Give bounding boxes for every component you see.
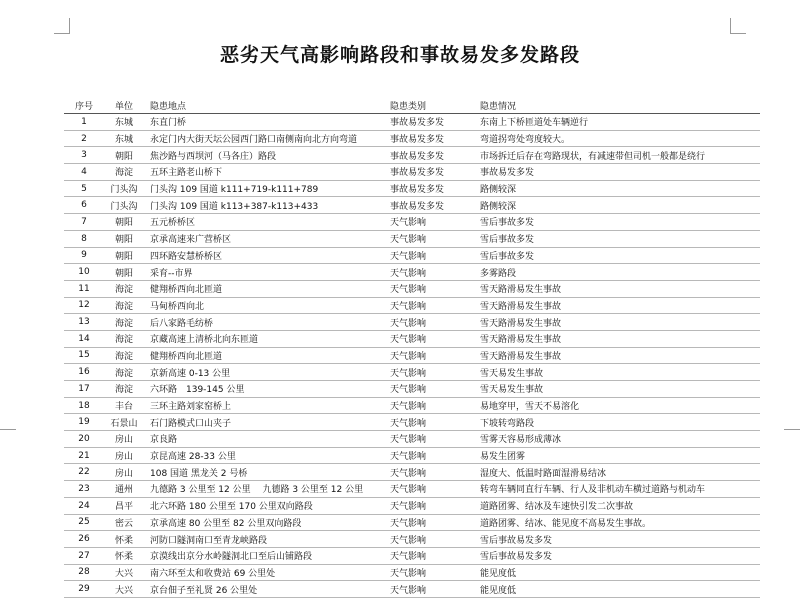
cell-unit: 房山	[104, 447, 144, 464]
cell-unit: 海淀	[104, 330, 144, 347]
cell-description: 能见度低	[480, 564, 760, 581]
cell-description: 雪天路滑易发生事故	[480, 280, 760, 297]
table-row	[64, 230, 760, 247]
cell-no: 26	[64, 531, 104, 548]
cell-unit: 朝阳	[104, 147, 144, 164]
cell-location: 北六环路 180 公里至 170 公里双向路段	[144, 497, 390, 514]
cell-description: 雪天路滑易发生事故	[480, 297, 760, 314]
header-unit: 单位	[104, 97, 144, 114]
cell-type: 天气影响	[390, 481, 480, 498]
cell-description: 雪天易发生事故	[480, 364, 760, 381]
cell-location: 后八家路毛纺桥	[144, 314, 390, 331]
cell-unit: 房山	[104, 464, 144, 481]
table-row	[64, 280, 760, 297]
cell-type: 天气影响	[390, 431, 480, 448]
cell-description: 雪雾天容易形成薄冰	[480, 431, 760, 448]
cell-no: 20	[64, 431, 104, 448]
table-row	[64, 397, 760, 414]
table-row	[64, 447, 760, 464]
table-row	[64, 264, 760, 281]
cell-unit: 东城	[104, 114, 144, 131]
cell-location: 南六环至太和收费站 69 公里处	[144, 564, 390, 581]
cell-no: 3	[64, 147, 104, 164]
cell-no: 12	[64, 297, 104, 314]
cell-no: 6	[64, 197, 104, 214]
cell-description: 雪后事故多发	[480, 247, 760, 264]
crop-mark-top-left-h	[54, 33, 70, 34]
cell-description: 雪天路滑易发生事故	[480, 347, 760, 364]
cell-location: 采育--市界	[144, 264, 390, 281]
cell-location: 四环路安慧桥桥区	[144, 247, 390, 264]
cell-unit: 怀柔	[104, 547, 144, 564]
cell-location: 京台佃子至礼贤 26 公里处	[144, 581, 390, 598]
cell-location: 焦沙路与西坝河（马各庄）路段	[144, 147, 390, 164]
cell-type: 事故易发多发	[390, 197, 480, 214]
cell-location: 东直门桥	[144, 114, 390, 131]
cell-unit: 密云	[104, 514, 144, 531]
cell-unit: 海淀	[104, 297, 144, 314]
cell-location: 京承高速来广营桥区	[144, 230, 390, 247]
cell-description: 易地穿甲，雪天不易溶化	[480, 397, 760, 414]
cell-description: 雪天路滑易发生事故	[480, 330, 760, 347]
cell-type: 事故易发多发	[390, 114, 480, 131]
table-row	[64, 164, 760, 181]
table-row	[64, 381, 760, 398]
cell-description: 路侧较深	[480, 180, 760, 197]
cell-type: 天气影响	[390, 280, 480, 297]
cell-description: 路侧较深	[480, 197, 760, 214]
cell-location: 健翔桥西向北匝道	[144, 280, 390, 297]
cell-description: 多雾路段	[480, 264, 760, 281]
table-row	[64, 197, 760, 214]
header-type: 隐患类别	[390, 97, 480, 114]
table-row	[64, 180, 760, 197]
table-row	[64, 330, 760, 347]
cell-no: 28	[64, 564, 104, 581]
cell-location: 京昆高速 28-33 公里	[144, 447, 390, 464]
header-no: 序号	[64, 97, 104, 114]
cell-description: 雪后事故多发	[480, 230, 760, 247]
cell-type: 天气影响	[390, 564, 480, 581]
cell-unit: 通州	[104, 481, 144, 498]
cell-no: 10	[64, 264, 104, 281]
cell-type: 事故易发多发	[390, 164, 480, 181]
cell-type: 天气影响	[390, 230, 480, 247]
cell-location: 石门路模式口山夹子	[144, 414, 390, 431]
cell-type: 天气影响	[390, 364, 480, 381]
cell-type: 事故易发多发	[390, 130, 480, 147]
cell-location: 京漠线出京分水岭隧洞北口至后山铺路段	[144, 547, 390, 564]
table-row	[64, 130, 760, 147]
table-row	[64, 481, 760, 498]
cell-type: 天气影响	[390, 531, 480, 548]
table-row	[64, 464, 760, 481]
cell-description: 道路团雾、结冰及车速快引发二次事故	[480, 497, 760, 514]
cell-unit: 海淀	[104, 314, 144, 331]
cell-location: 京新高速 0-13 公里	[144, 364, 390, 381]
cell-type: 天气影响	[390, 447, 480, 464]
cell-description: 雪天路滑易发生事故	[480, 314, 760, 331]
cell-unit: 门头沟	[104, 180, 144, 197]
cell-location: 门头沟 109 国道 k111+719-k111+789	[144, 180, 390, 197]
cell-description: 雪后事故多发	[480, 214, 760, 231]
table-row	[64, 514, 760, 531]
cell-no: 7	[64, 214, 104, 231]
table-body	[64, 114, 760, 598]
cell-unit: 门头沟	[104, 197, 144, 214]
crop-mark-mid-right	[784, 429, 800, 430]
cell-no: 9	[64, 247, 104, 264]
table-row	[64, 547, 760, 564]
table-row	[64, 431, 760, 448]
cell-description: 转弯车辆同直行车辆、行人及非机动车横过道路与机动车	[480, 481, 760, 498]
cell-location: 六环路 139-145 公里	[144, 381, 390, 398]
table-row	[64, 147, 760, 164]
cell-location: 河防口隧洞南口至青龙峡路段	[144, 531, 390, 548]
cell-description: 雪后事故易发多发	[480, 531, 760, 548]
table-row	[64, 497, 760, 514]
table-row	[64, 414, 760, 431]
table-row	[64, 581, 760, 598]
cell-no: 27	[64, 547, 104, 564]
cell-location: 108 国道 黑龙关 2 号桥	[144, 464, 390, 481]
cell-description: 能见度低	[480, 581, 760, 598]
cell-no: 29	[64, 581, 104, 598]
cell-type: 天气影响	[390, 581, 480, 598]
cell-no: 25	[64, 514, 104, 531]
header-description: 隐患情况	[480, 97, 760, 114]
cell-unit: 海淀	[104, 280, 144, 297]
cell-type: 天气影响	[390, 381, 480, 398]
hazard-table	[64, 97, 760, 598]
cell-no: 16	[64, 364, 104, 381]
cell-location: 健翔桥西向北匝道	[144, 347, 390, 364]
cell-type: 天气影响	[390, 330, 480, 347]
cell-type: 天气影响	[390, 547, 480, 564]
cell-unit: 朝阳	[104, 230, 144, 247]
cell-no: 17	[64, 381, 104, 398]
table-row	[64, 214, 760, 231]
cell-no: 4	[64, 164, 104, 181]
cell-type: 天气影响	[390, 247, 480, 264]
cell-description: 道路团雾、结冰、能见度不高易发生事故。	[480, 514, 760, 531]
table-row	[64, 531, 760, 548]
cell-unit: 昌平	[104, 497, 144, 514]
cell-location: 门头沟 109 国道 k113+387-k113+433	[144, 197, 390, 214]
cell-type: 天气影响	[390, 464, 480, 481]
cell-no: 15	[64, 347, 104, 364]
cell-type: 天气影响	[390, 397, 480, 414]
crop-mark-top-right-v	[730, 18, 731, 34]
table-row	[64, 114, 760, 131]
cell-unit: 大兴	[104, 564, 144, 581]
table-row	[64, 564, 760, 581]
cell-location: 京良路	[144, 431, 390, 448]
table-row	[64, 297, 760, 314]
cell-description: 易发生团雾	[480, 447, 760, 464]
table-header-row	[64, 97, 760, 114]
cell-type: 天气影响	[390, 514, 480, 531]
cell-unit: 海淀	[104, 164, 144, 181]
crop-mark-mid-left	[0, 429, 16, 430]
cell-unit: 朝阳	[104, 214, 144, 231]
cell-description: 雪天易发生事故	[480, 381, 760, 398]
table-row	[64, 347, 760, 364]
cell-unit: 房山	[104, 431, 144, 448]
cell-unit: 怀柔	[104, 531, 144, 548]
header-location: 隐患地点	[144, 97, 390, 114]
cell-no: 18	[64, 397, 104, 414]
cell-no: 21	[64, 447, 104, 464]
cell-location: 三环主路刘家窑桥上	[144, 397, 390, 414]
cell-no: 13	[64, 314, 104, 331]
cell-type: 事故易发多发	[390, 180, 480, 197]
cell-unit: 石景山	[104, 414, 144, 431]
cell-unit: 丰台	[104, 397, 144, 414]
cell-location: 五元桥桥区	[144, 214, 390, 231]
cell-type: 事故易发多发	[390, 147, 480, 164]
cell-no: 19	[64, 414, 104, 431]
cell-no: 1	[64, 114, 104, 131]
cell-no: 23	[64, 481, 104, 498]
table-row	[64, 314, 760, 331]
cell-location: 五环主路老山桥下	[144, 164, 390, 181]
cell-no: 24	[64, 497, 104, 514]
cell-description: 东南上下桥匝道处车辆逆行	[480, 114, 760, 131]
cell-type: 天气影响	[390, 314, 480, 331]
cell-location: 京承高速 80 公里至 82 公里双向路段	[144, 514, 390, 531]
cell-unit: 海淀	[104, 364, 144, 381]
cell-unit: 朝阳	[104, 264, 144, 281]
cell-description: 雪后事故易发多发	[480, 547, 760, 564]
table-row	[64, 247, 760, 264]
cell-description: 市场拆迁后存在弯路现状，有减速带但司机一般都是绕行	[480, 147, 760, 164]
cell-no: 14	[64, 330, 104, 347]
cell-location: 马甸桥西向北	[144, 297, 390, 314]
cell-type: 天气影响	[390, 297, 480, 314]
cell-unit: 海淀	[104, 381, 144, 398]
cell-location: 永定门内大街天坛公园西门路口南侧南向北方向弯道	[144, 130, 390, 147]
table-row	[64, 364, 760, 381]
cell-no: 5	[64, 180, 104, 197]
cell-unit: 东城	[104, 130, 144, 147]
cell-description: 下坡转弯路段	[480, 414, 760, 431]
cell-type: 天气影响	[390, 497, 480, 514]
cell-description: 事故易发多发	[480, 164, 760, 181]
cell-no: 22	[64, 464, 104, 481]
cell-description: 弯道拐弯处弯度较大。	[480, 130, 760, 147]
cell-no: 11	[64, 280, 104, 297]
cell-type: 天气影响	[390, 264, 480, 281]
cell-no: 2	[64, 130, 104, 147]
cell-type: 天气影响	[390, 214, 480, 231]
cell-description: 湿度大、低温时路面湿滑易结冰	[480, 464, 760, 481]
page-title: 恶劣天气高影响路段和事故易发多发路段	[219, 44, 580, 66]
cell-location: 京藏高速上清桥北向东匝道	[144, 330, 390, 347]
crop-mark-top-right-h	[730, 33, 746, 34]
cell-location: 九德路 3 公里至 12 公里 九德路 3 公里至 12 公里	[144, 481, 390, 498]
cell-no: 8	[64, 230, 104, 247]
cell-type: 天气影响	[390, 414, 480, 431]
cell-unit: 大兴	[104, 581, 144, 598]
cell-type: 天气影响	[390, 347, 480, 364]
crop-mark-top-left-v	[69, 18, 70, 34]
cell-unit: 朝阳	[104, 247, 144, 264]
cell-unit: 海淀	[104, 347, 144, 364]
